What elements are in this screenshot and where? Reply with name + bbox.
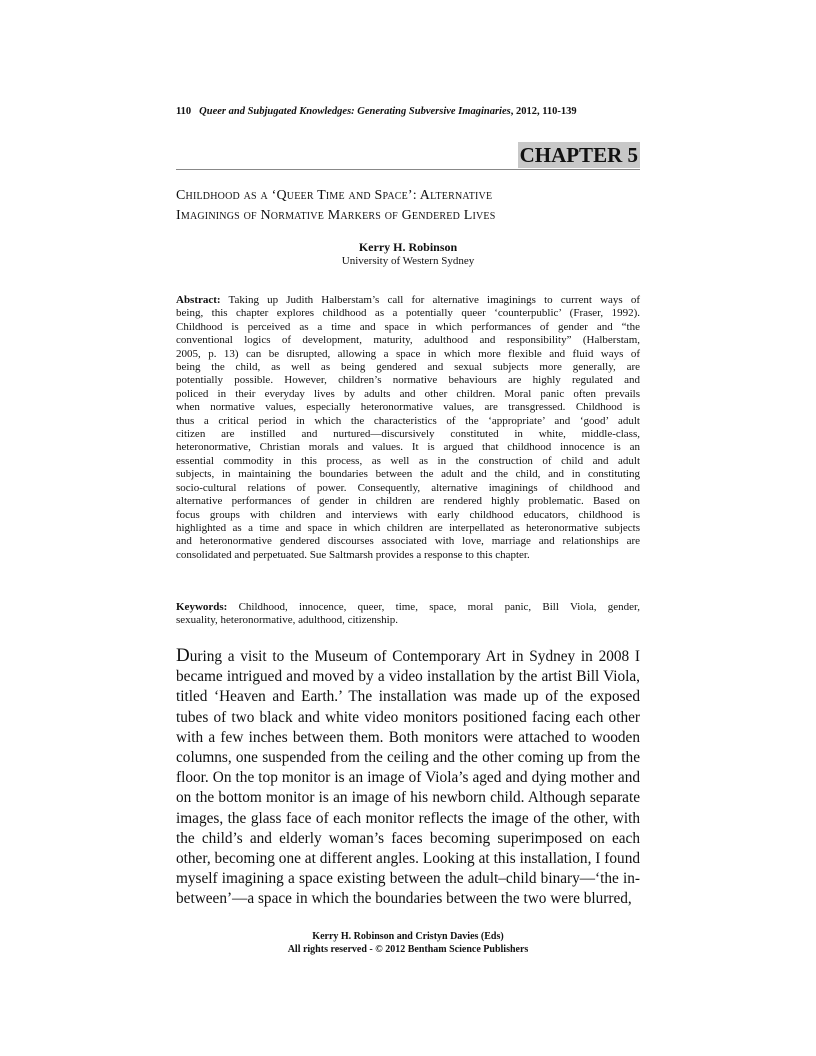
line-text: potentially possible. However, children’s normative behaviours are highly regulated and bbox=[176, 374, 640, 387]
line-text: heteronormative, Christian morals and values. It is argued that childhood innocence is an bbox=[176, 441, 640, 454]
book-title: Queer and Subjugated Knowledges: Generating Subversive Imaginaries bbox=[199, 106, 511, 117]
line-text: Taking up Judith Halberstam’s call for alternative imaginings to current ways of bbox=[220, 294, 640, 306]
keywords bbox=[176, 601, 640, 628]
line-text: other, becoming one at different angles. Looking at this installation, I found bbox=[176, 850, 640, 868]
text-line bbox=[176, 468, 640, 481]
line-text: myself imagining a space existing between the adult–child binary—‘the in- bbox=[176, 870, 640, 888]
text-line bbox=[176, 748, 640, 768]
text-line bbox=[176, 522, 640, 535]
text-line bbox=[176, 415, 640, 428]
abstract bbox=[176, 294, 640, 562]
line-text: columns, one suspended from the ceiling and the other coming up from the bbox=[176, 749, 640, 767]
text-line bbox=[176, 441, 640, 454]
text-line bbox=[176, 708, 640, 728]
text-line bbox=[176, 728, 640, 748]
header-rule bbox=[176, 169, 640, 170]
text-line bbox=[176, 401, 640, 414]
line-text: between’—a space in which the boundaries between the two were blurred, bbox=[176, 890, 632, 908]
chapter-title bbox=[176, 186, 656, 226]
line-text: 2005, p. 13) can be disrupted, allowing a space in which more flexible and fluid ways of bbox=[176, 347, 640, 360]
text-line bbox=[176, 646, 640, 667]
text-line bbox=[176, 549, 640, 562]
text-line bbox=[176, 667, 640, 687]
line-text: citizen are instilled and nurtured—discursively constituted in white, middle-class, bbox=[176, 428, 640, 441]
text-line bbox=[176, 374, 640, 387]
line-text: essential commodity in this process, as well as in the construction of child and adult bbox=[176, 454, 640, 467]
line-text: consolidated and perpetuated. Sue Saltmarsh provides a response to this chapter. bbox=[176, 548, 530, 561]
text-line bbox=[176, 294, 640, 307]
page-number: 110 bbox=[176, 106, 192, 117]
text-line bbox=[176, 768, 640, 788]
text-line bbox=[176, 388, 640, 401]
line-text: Childhood is perceived as a time and space in which performances of gender and “the bbox=[176, 320, 640, 333]
text-line bbox=[176, 889, 640, 909]
text-line bbox=[176, 428, 640, 441]
title-line: Childhood as a ‘Queer Time and Space’: Alternative bbox=[176, 188, 493, 203]
line-text: on the bottom monitor is an image of his newborn child. Although separate bbox=[176, 789, 640, 807]
line-text: with a few inches between them. Both monitors were attached to wooden bbox=[176, 728, 640, 746]
text-line bbox=[176, 535, 640, 548]
line-text: thus a critical period in which the characteristics of the ‘appropriate’ and ‘good’ adult bbox=[176, 414, 640, 427]
text-line bbox=[176, 348, 640, 361]
text-line bbox=[176, 829, 640, 849]
text-line bbox=[176, 334, 640, 347]
text-line bbox=[176, 495, 640, 508]
footer-editors: Kerry H. Robinson and Cristyn Davies (Eds) bbox=[312, 931, 504, 942]
section-label: Keywords: bbox=[176, 601, 228, 613]
drop-cap: D bbox=[176, 645, 190, 666]
text-line bbox=[176, 788, 640, 808]
line-text: highlighted as a time and space in which children are interpellated as heteronormative subjects bbox=[176, 521, 640, 534]
body-text bbox=[176, 646, 640, 910]
text-line bbox=[176, 482, 640, 495]
text-line bbox=[176, 869, 640, 889]
line-text: images, the glass face of each monitor reflects the image of the other, with bbox=[176, 809, 640, 827]
line-text: alternative performances of gender in children are rendered highly problematic. Based on bbox=[176, 495, 640, 508]
text-line bbox=[176, 321, 640, 334]
author-name: Kerry H. Robinson bbox=[358, 240, 458, 254]
year-pages: , 2012, 110-139 bbox=[510, 106, 577, 117]
line-text: titled ‘Heaven and Earth.’ The installation was made up of the exposed bbox=[176, 688, 640, 706]
line-text: subjects, in maintaining the boundaries between the adult and the child, and in constituting bbox=[176, 468, 640, 481]
line-text: being the child, as well as being gendered and sexual subjects more generally, are bbox=[176, 361, 640, 374]
text-line bbox=[176, 509, 640, 522]
line-text: uring a visit to the Museum of Contemporary Art in Sydney in 2008 I bbox=[189, 648, 640, 665]
footer-rights: All rights reserved - © 2012 Bentham Science Publishers bbox=[287, 944, 529, 955]
line-text: policed in their everyday lives by adults and other children. Moral panic often prevails bbox=[176, 387, 640, 400]
text-line bbox=[176, 601, 640, 614]
line-text: sexuality, heteronormative, adulthood, citizenship. bbox=[176, 614, 398, 627]
line-text: tubes of two black and white video monitors positioned facing each other bbox=[176, 708, 640, 726]
text-line bbox=[176, 849, 640, 869]
chapter-label: CHAPTER 5 bbox=[519, 143, 638, 167]
line-text: socio-cultural relations of power. Consequently, alternative imaginings of childhood and bbox=[176, 481, 640, 494]
text-line bbox=[176, 455, 640, 468]
line-text: and heteronormative gendered discourses associated with love, marriage and relationships are bbox=[176, 535, 640, 548]
line-text: being, this chapter explores childhood as a potentially queer ‘counterpublic’ (Fraser, 1992). bbox=[176, 307, 640, 320]
text-line bbox=[176, 809, 640, 829]
title-line: Imaginings of Normative Markers of Gendered Lives bbox=[176, 208, 496, 223]
line-text: when normative values, especially heteronormative values, are transgressed. Childhood is bbox=[176, 401, 640, 414]
line-text: Childhood, innocence, queer, time, space, moral panic, Bill Viola, gender, bbox=[227, 601, 640, 613]
text-line bbox=[176, 307, 640, 320]
line-text: conventional logics of development, maturity, adulthood and responsibility” (Halberstam, bbox=[176, 334, 640, 347]
text-line bbox=[176, 361, 640, 374]
section-label: Abstract: bbox=[176, 294, 221, 306]
line-text: floor. On the top monitor is an image of Viola’s aged and dying mother and bbox=[176, 769, 640, 787]
text-line bbox=[176, 614, 640, 627]
text-line bbox=[176, 687, 640, 707]
line-text: the child’s and elderly woman’s faces becoming superimposed on each bbox=[176, 829, 640, 847]
running-header bbox=[176, 106, 577, 117]
author-affiliation: University of Western Sydney bbox=[341, 255, 475, 267]
line-text: became intrigued and moved by a video installation by the artist Bill Viola, bbox=[176, 668, 640, 686]
line-text: focus groups with children and interviews with early childhood educators, childhood is bbox=[176, 508, 640, 521]
